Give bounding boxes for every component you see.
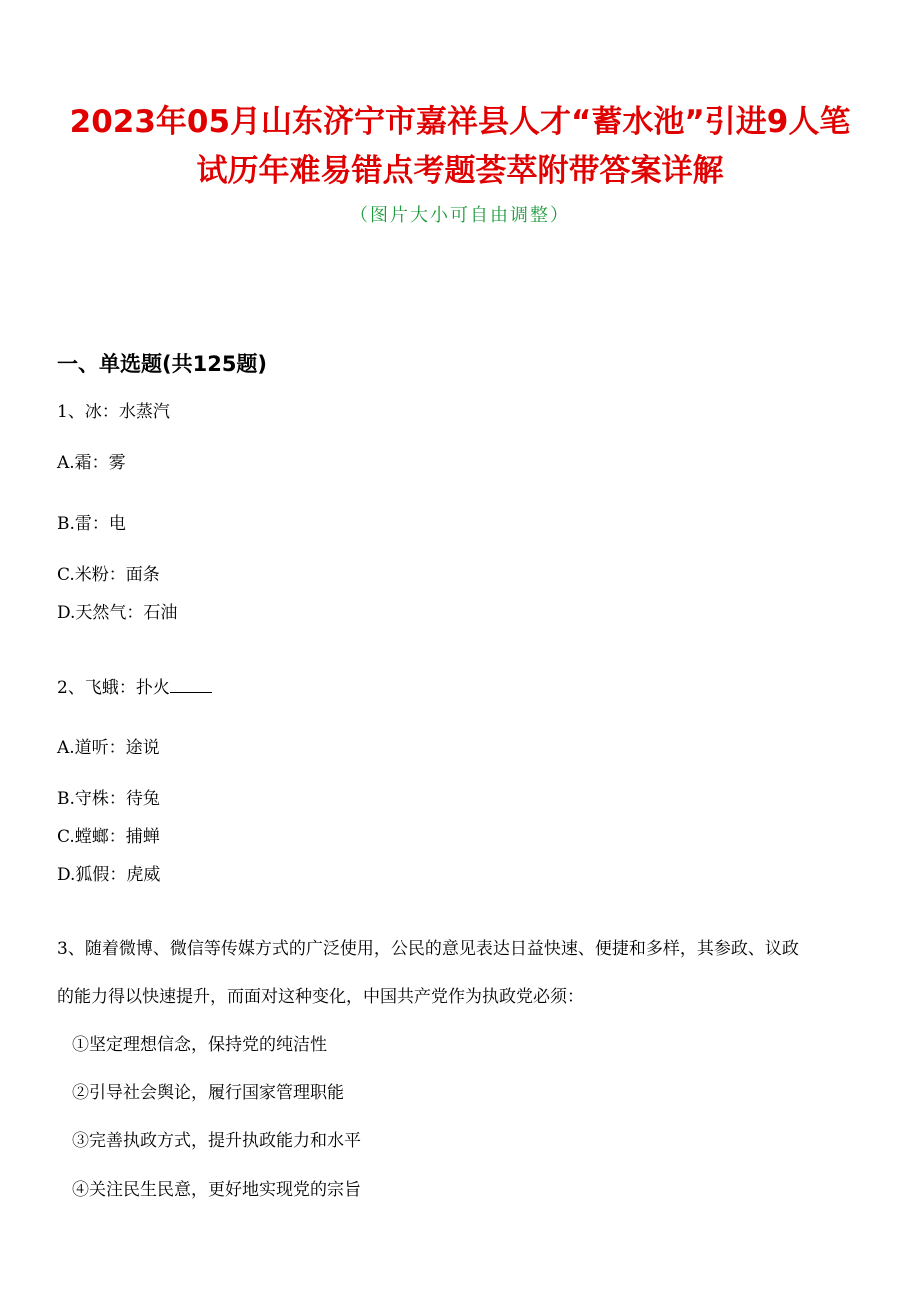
question-2-option-a: A.道听：途说 [57, 738, 160, 758]
question-3-statement-4: ④关注民生民意，更好地实现党的宗旨 [72, 1180, 361, 1200]
question-1-option-c: C.米粉：面条 [57, 565, 160, 585]
question-1-option-b: B.雷：电 [57, 514, 126, 534]
question-1-stem: 1、冰：水蒸汽 [57, 402, 170, 422]
question-2-stem: 2、飞蛾：扑火 [57, 678, 170, 698]
question-3-stem-line-1: 3、随着微博、微信等传媒方式的广泛使用，公民的意见表达日益快速、便捷和多样，其参政、议政 [57, 939, 799, 959]
section-title: 一、单选题(共125题) [57, 352, 268, 376]
question-3-statement-1: ①坚定理想信念，保持党的纯洁性 [72, 1035, 327, 1055]
question-1-option-d: D.天然气：石油 [57, 603, 178, 623]
document-title-line-2: 试历年难易错点考题荟萃附带答案详解 [196, 153, 724, 189]
question-3-statement-3: ③完善执政方式，提升执政能力和水平 [72, 1131, 361, 1151]
question-2-stem-row [57, 676, 212, 699]
question-3-statement-2: ②引导社会舆论，履行国家管理职能 [72, 1083, 344, 1103]
answer-blank [170, 676, 212, 693]
document-subtitle: （图片大小可自由调整） [350, 205, 570, 226]
question-2-option-c: C.螳螂：捕蝉 [57, 827, 160, 847]
question-3-stem-line-2: 的能力得以快速提升，而面对这种变化，中国共产党作为执政党必须： [57, 987, 584, 1007]
question-2-option-b: B.守株：待兔 [57, 789, 160, 809]
document-title-line-1: 2023年05月山东济宁市嘉祥县人才“蓄水池”引进9人笔 [69, 104, 851, 140]
question-2-option-d: D.狐假：虎威 [57, 865, 161, 885]
question-1-option-a: A.霜：雾 [57, 453, 126, 473]
